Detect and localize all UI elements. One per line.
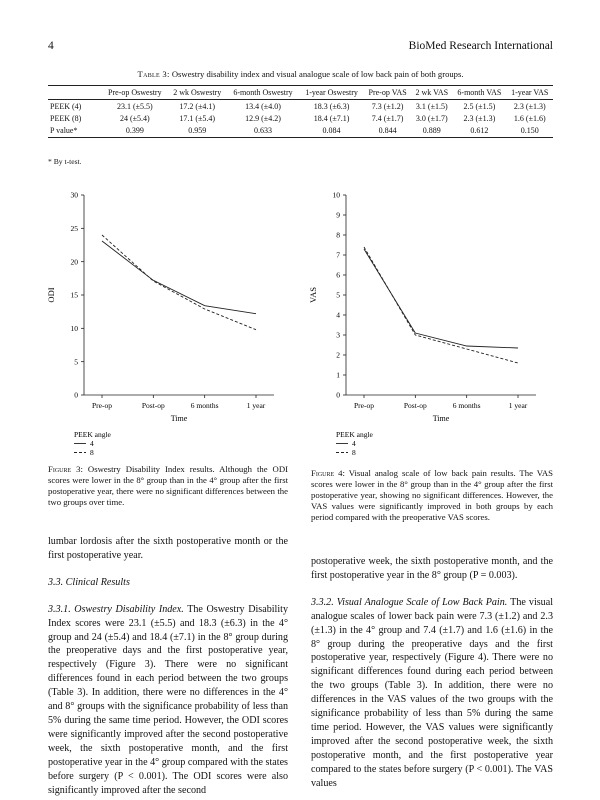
series-line-4	[102, 241, 256, 314]
figure4-caption-text: Visual analog scale of low back pain results. The VAS scores were lower in the 8° group than in the 4° group after the first postoperative year, showing no significant differences. However, the VAS values were significantly improved in both groups by each period compared with the preoperative VAS scores.	[311, 468, 554, 522]
table-cell: 0.889	[422, 126, 441, 136]
right-paragraph-1: postoperative week, the sixth postoperative month, and the first postoperative year in the 8° group (P = 0.003).	[311, 556, 553, 581]
table-cell: 1.6 (±1.6)	[513, 113, 546, 123]
figure4-label: Figure 4:	[311, 468, 345, 478]
y-tick-label: 1	[336, 370, 340, 380]
x-tick-label: 6 months	[190, 401, 219, 410]
legend-label-8: 8	[352, 448, 356, 457]
table-header-cell: 6-month VAS	[457, 88, 502, 97]
table-cell: 23.1 (±5.5)	[116, 101, 153, 111]
page-number: 4	[48, 40, 54, 52]
table-header-cell: 1-year Oswestry	[305, 88, 358, 97]
table-header-cell: 1-year VAS	[511, 88, 549, 97]
series-line-4	[364, 249, 518, 348]
legend-label-8: 8	[90, 448, 94, 457]
y-tick-label: 10	[70, 323, 78, 333]
table-cell: 3.0 (±1.7)	[415, 113, 448, 123]
table-header-row	[48, 86, 553, 100]
x-tick-label: Pre-op	[92, 401, 112, 410]
left-text-column	[48, 535, 288, 797]
x-axis-label: Time	[170, 414, 188, 423]
table-cell: 0.633	[254, 126, 272, 136]
table-header-cell: 2 wk Oswestry	[173, 88, 222, 97]
legend-title: PEEK angle	[74, 430, 111, 439]
table-cell: 17.1 (±5.4)	[179, 113, 216, 123]
table-cell: PEEK (4)	[50, 101, 82, 111]
series-line-8	[102, 235, 256, 330]
table-cell: 0.399	[125, 126, 144, 136]
table-row	[48, 112, 553, 124]
y-tick-label: 3	[336, 330, 340, 340]
series-line-8	[364, 247, 518, 363]
table-header-cell: 2 wk VAS	[415, 88, 449, 97]
y-tick-label: 4	[336, 310, 340, 320]
figure3-caption-text: Oswestry Disability Index results. Although the ODI scores were lower in the 8° group than in the 4° group after the first postoperative year, there were no significant differences between the two groups over time.	[48, 464, 288, 507]
table-cell: 7.4 (±1.7)	[371, 113, 404, 123]
table-caption	[48, 69, 553, 79]
vas-chart	[302, 185, 542, 460]
subsection-vas-text: The visual analogue scales of lower back pain were 7.3 (±1.2) and 2.3 (±1.3) in the 4° group and 7.4 (±1.7) and 1.6 (±1.6) in the 8° group during the preoperative days and the first postoperative year, respectively (Figure 4). There were no significant differences found during each period between the two groups (Table 3). In addition, there were no differences in the VAS values of the two groups with the significance probability of less than 5% during the same time period. However, the VAS values were significantly improved after the second postoperative week, the sixth postoperative month, and the first postoperative year compared to the states before surgery (P < 0.001). The VAS values	[311, 596, 554, 789]
subsection-vas-title: 3.3.2. Visual Analogue Scale of Low Back Pain.	[311, 596, 508, 608]
x-axis-label: Time	[432, 414, 450, 423]
figure4-caption	[311, 468, 553, 523]
table-cell-pvalue-label: P value*	[50, 126, 78, 136]
legend-label-4: 4	[90, 439, 94, 448]
y-axis-label: ODI	[46, 287, 56, 303]
figure3-label: Figure 3:	[48, 464, 83, 474]
table-cell: 17.2 (±4.1)	[179, 101, 216, 111]
table-cell: 12.9 (±4.2)	[245, 113, 281, 123]
y-tick-label: 8	[336, 230, 340, 240]
table-cell: 0.612	[470, 126, 489, 136]
y-tick-label: 30	[70, 190, 78, 200]
results-table	[48, 85, 553, 138]
table-row	[48, 100, 553, 113]
subsection-oswestry-title: 3.3.1. Oswestry Disability Index.	[48, 603, 184, 615]
table-cell: 2.3 (±1.3)	[513, 101, 546, 111]
subsection-oswestry	[48, 603, 288, 798]
table-cell: 0.844	[378, 126, 397, 136]
table-row	[48, 125, 553, 138]
y-tick-label: 10	[332, 190, 340, 200]
y-tick-label: 7	[336, 250, 340, 260]
table-cell: 2.3 (±1.3)	[463, 113, 496, 123]
x-tick-label: 1 year	[246, 401, 266, 410]
table-cell: 2.5 (±1.5)	[463, 101, 496, 111]
table-caption-text: Oswestry disability index and visual analogue scale of low back pain of both groups.	[171, 69, 464, 79]
y-axis-label: VAS	[308, 287, 318, 303]
y-tick-label: 15	[70, 290, 78, 300]
table-header-cell: Pre-op Oswestry	[108, 88, 162, 97]
subsection-oswestry-text: The Oswestry Disability Index scores were 23.1 (±5.5) and 18.3 (±6.3) in the 4° group and 24 (±5.4) and 18.4 (±7.1) in the 8° group during the preoperative days and the first postoperative year, respectively (Figure 3). There were no significant differences found in each period between the two groups (Table 3). In addition, there were no differences in the 4° and 8° groups with the significance probability of less than 5% during the same time period. However, the ODI scores were significantly improved after the second postoperative week, the sixth postoperative month, and the first postoperative year in the 4° group compared with the states before surgery (P < 0.001). The ODI scores were also significantly improved after the second	[48, 603, 289, 796]
section-heading: 3.3. Clinical Results	[48, 576, 130, 588]
legend-title: PEEK angle	[336, 430, 373, 439]
vas-chart-svg	[302, 185, 542, 460]
table-label: Table 3:	[137, 69, 170, 79]
table-cell: 0.959	[188, 126, 207, 136]
subsection-vas	[311, 596, 553, 791]
x-tick-label: 1 year	[508, 401, 528, 410]
table-cell: 3.1 (±1.5)	[415, 101, 448, 111]
x-tick-label: Post-op	[403, 401, 427, 410]
table-footnote: * By t-test.	[48, 157, 82, 166]
y-tick-label: 2	[336, 350, 340, 360]
left-paragraph-1: lumbar lordosis after the sixth postoperative month or the first postoperative year.	[48, 536, 288, 561]
x-tick-label: 6 months	[452, 401, 481, 410]
table-cell: 0.150	[520, 126, 539, 136]
table-cell: PEEK (8)	[50, 113, 82, 123]
x-tick-label: Post-op	[141, 401, 165, 410]
journal-name: BioMed Research International	[408, 40, 553, 52]
table-cell: 18.3 (±6.3)	[313, 101, 350, 111]
table-header-cell	[48, 86, 102, 100]
y-tick-label: 0	[336, 390, 340, 400]
table-header-cell: 6-month Oswestry	[233, 88, 293, 97]
table-cell: 24 (±5.4)	[119, 113, 150, 123]
table-header-cell: Pre-op VAS	[368, 88, 407, 97]
y-tick-label: 6	[336, 270, 340, 280]
y-tick-label: 5	[74, 357, 78, 367]
figure3-caption	[48, 464, 288, 508]
y-tick-label: 25	[70, 223, 78, 233]
right-text-column	[311, 555, 553, 791]
table-cell: 18.4 (±7.1)	[313, 113, 350, 123]
table-cell: 7.3 (±1.2)	[371, 101, 404, 111]
legend-label-4: 4	[352, 439, 356, 448]
table-cell: 13.4 (±4.0)	[245, 101, 281, 111]
page-header	[48, 40, 553, 56]
y-tick-label: 20	[70, 257, 78, 267]
table-cell: 0.084	[322, 126, 341, 136]
x-tick-label: Pre-op	[354, 401, 374, 410]
odi-chart-svg	[40, 185, 280, 460]
odi-chart	[40, 185, 280, 460]
y-tick-label: 9	[336, 210, 340, 220]
y-tick-label: 5	[336, 290, 340, 300]
y-tick-label: 0	[74, 390, 78, 400]
